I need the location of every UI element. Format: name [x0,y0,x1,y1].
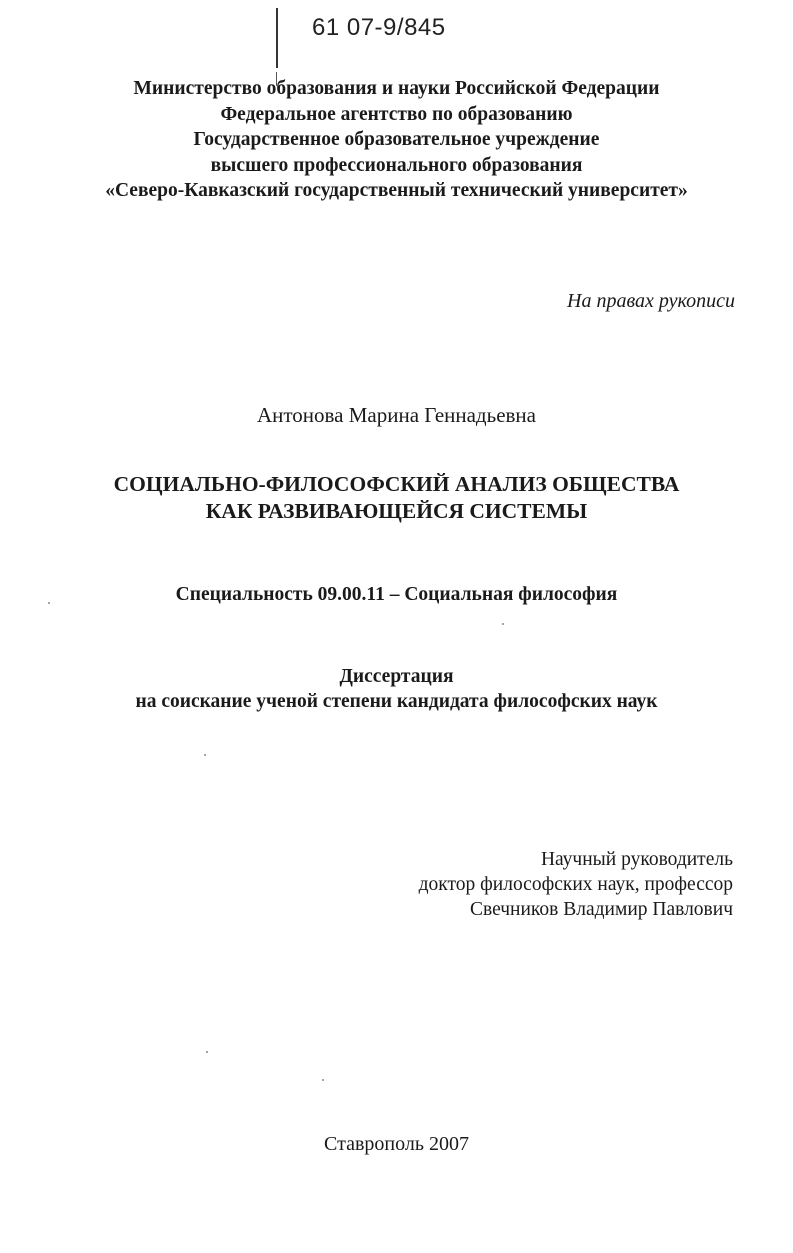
organization-line-university: «Северо-Кавказский государственный технический университет» [105,180,688,201]
organization-header [0,76,793,204]
supervisor-credentials: доктор философских наук, профессор [418,874,733,895]
supervisor-name: Свечников Владимир Павлович [469,899,733,920]
dissertation-title [0,471,793,525]
organization-line-agency: Федеральное агентство по образованию [220,103,573,125]
supervisor-role: Научный руководитель [540,849,733,870]
dissertation-heading: Диссертация [339,666,454,687]
scan-speck [204,754,206,756]
scan-speck [206,1051,208,1053]
supervisor-block [419,847,733,922]
organization-line-institution: Государственное образовательное учреждение [193,129,600,150]
dissertation-degree: на соискание ученой степени кандидата философских наук [135,691,658,712]
scan-speck [48,602,50,604]
dissertation-block [0,664,793,714]
title-line-2: КАК РАЗВИВАЮЩЕЙСЯ СИСТЕМЫ [205,499,588,523]
specialty-line: Специальность 09.00.11 – Социальная философия [175,584,618,605]
manuscript-rights-note: На правах рукописи [567,290,735,312]
scan-speck [322,1079,324,1081]
author-name: Антонова Марина Геннадьевна [256,403,536,427]
scan-speck [502,623,504,625]
city-year: Ставрополь 2007 [324,1133,469,1155]
organization-line-ministry: Министерство образования и науки Российской Федерации [133,78,660,99]
registration-stamp-number: 61 07-9/845 [312,14,446,41]
title-line-1: СОЦИАЛЬНО-ФИЛОСОФСКИЙ АНАЛИЗ ОБЩЕСТВА [113,472,680,496]
stamp-vertical-line [276,8,278,68]
organization-line-education-level: высшего профессионального образования [210,154,583,176]
